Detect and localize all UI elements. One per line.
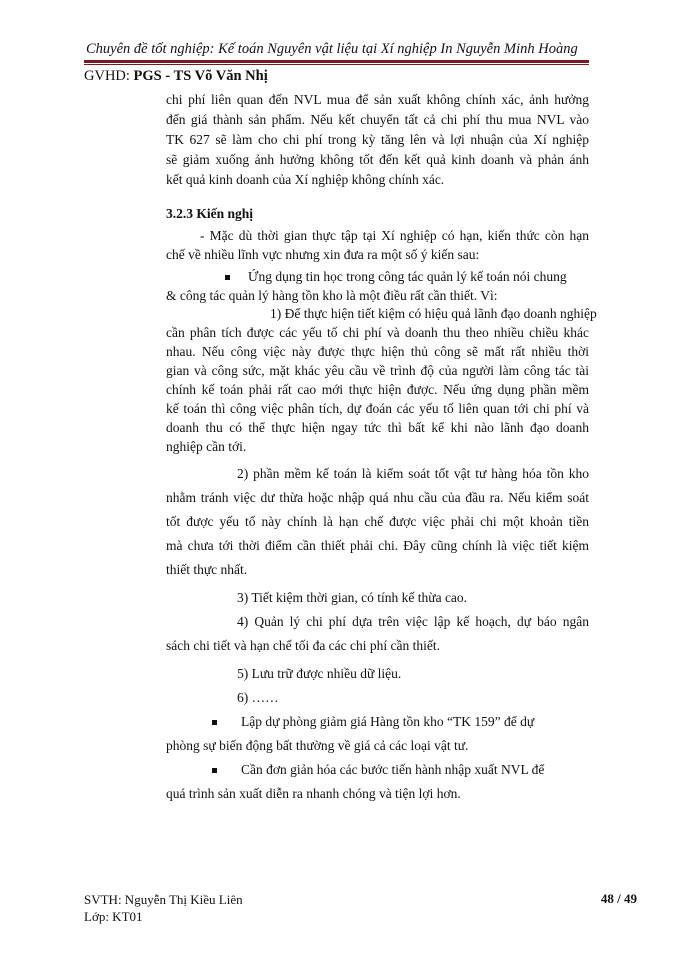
text-line: 6) …… xyxy=(237,690,279,705)
supervisor-name: PGS - TS Võ Văn Nhị xyxy=(133,68,268,84)
text-line: 5) Lưu trữ được nhiều dữ liệu. xyxy=(237,666,402,681)
section-heading: 3.2.3 Kiến nghị xyxy=(166,206,254,221)
text-line: thiết thực nhất. xyxy=(166,562,248,577)
bullet-line xyxy=(212,762,589,778)
bullet-text: Lập dự phòng giảm giá Hàng tồn kho “TK 159” để dự xyxy=(241,714,535,729)
text-line: sách chi tiết và hạn chế tối đa các chi phí cần thiết. xyxy=(166,638,441,653)
text-line: 2) phần mềm kế toán là kiểm soát tốt vật tư hàng hóa tồn kho xyxy=(237,466,589,481)
header-rule-thin xyxy=(84,64,589,65)
page-number: 48 / 49 xyxy=(600,891,637,906)
text-line: kết quả kinh doanh của Xí nghiệp không chính xác. xyxy=(166,172,445,187)
text-line: chế về nhiều lĩnh vực nhưng xin đưa ra một số ý kiến sau: xyxy=(166,247,480,262)
page-footer xyxy=(84,891,243,925)
bullet-square-icon xyxy=(212,768,217,773)
text-line: kế toán thì công việc phân tích, dự đoán các yếu tố liên quan tới chi phí và xyxy=(166,401,589,416)
text-line: - Mặc dù thời gian thực tập tại Xí nghiệp có hạn, kiến thức còn hạn xyxy=(200,228,589,243)
text-line: nhằm tránh việc dư thừa hoặc nhập quá nhu cầu của đầu ra. Nếu kiểm soát xyxy=(166,490,589,505)
text-line: đến giá thành sản phẩm. Nếu kết chuyển tất cả chi phí thu mua NVL vào xyxy=(166,112,589,127)
text-line: 3) Tiết kiệm thời gian, có tính kế thừa cao. xyxy=(237,590,468,605)
document-header-title: Chuyên đề tốt nghiệp: Kế toán Nguyên vật liệu tại Xí nghiệp In Nguyễn Minh Hoàng xyxy=(86,41,578,57)
supervisor-label: GVHD: xyxy=(84,68,130,84)
bullet-square-icon xyxy=(212,720,217,725)
header-rule-thick xyxy=(84,60,589,63)
text-line: TK 627 sẽ làm cho chi phí trong kỳ tăng lên và lợi nhuận của Xí nghiệp xyxy=(166,132,589,147)
text-line: doanh thu có thể thực hiện ngay tức thì bất kể khi nào lãnh đạo doanh xyxy=(166,420,589,435)
supervisor-line xyxy=(84,68,268,85)
bullet-text: Ứng dụng tin học trong công tác quản lý kế toán nói chung xyxy=(248,269,567,284)
text-line: gian và công sức, mặt khác yêu cầu về trình độ của người làm công tác tài xyxy=(166,363,589,378)
text-line: 1) Để thực hiện tiết kiệm có hiệu quả lãnh đạo doanh nghiệp xyxy=(270,306,597,321)
bullet-square-icon xyxy=(225,275,230,280)
text-line: mà chưa tới thời điểm cần thiết phải chi. Đây cũng chính là việc tiết kiệm xyxy=(166,538,589,553)
text-line: cần phân tích được các yếu tố chi phí và doanh thu theo nhiều chiều khác xyxy=(166,325,589,340)
bullet-text: Cần đơn giản hóa các bước tiến hành nhập xuất NVL để xyxy=(241,762,545,777)
text-line: nhau. Nếu công việc này được thực hiện thủ công sẽ mất rất nhiều thời xyxy=(166,344,589,359)
text-line: tốt được yếu tố này chính là hạn chế được việc phải chi một khoản tiền xyxy=(166,514,589,529)
text-line: quá trình sản xuất diễn ra nhanh chóng và tiện lợi hơn. xyxy=(166,786,461,801)
student-name: SVTH: Nguyễn Thị Kiều Liên xyxy=(84,892,243,907)
bullet-line xyxy=(212,714,589,730)
text-line: phòng sự biến động bất thường về giá cả các loại vật tư. xyxy=(166,738,469,753)
text-line: chi phí liên quan đến NVL mua để sản xuất không chính xác, ảnh hưởng xyxy=(166,92,589,107)
text-line: & công tác quản lý hàng tồn kho là một điều rất cần thiết. Vì: xyxy=(166,288,498,303)
text-line: chính kế toán phải rất cao mới thực hiện được. Nếu ứng dụng phần mềm xyxy=(166,382,589,397)
text-line: 4) Quản lý chi phí dựa trên việc lập kế hoạch, dự báo ngân xyxy=(237,614,589,629)
bullet-line xyxy=(225,269,589,285)
text-line: sẽ giảm xuống ảnh hưởng không tốt đến kết quả kinh doanh và phản ánh xyxy=(166,152,589,167)
text-line: nghiệp cần tới. xyxy=(166,439,247,454)
class-label: Lớp: KT01 xyxy=(84,909,143,924)
